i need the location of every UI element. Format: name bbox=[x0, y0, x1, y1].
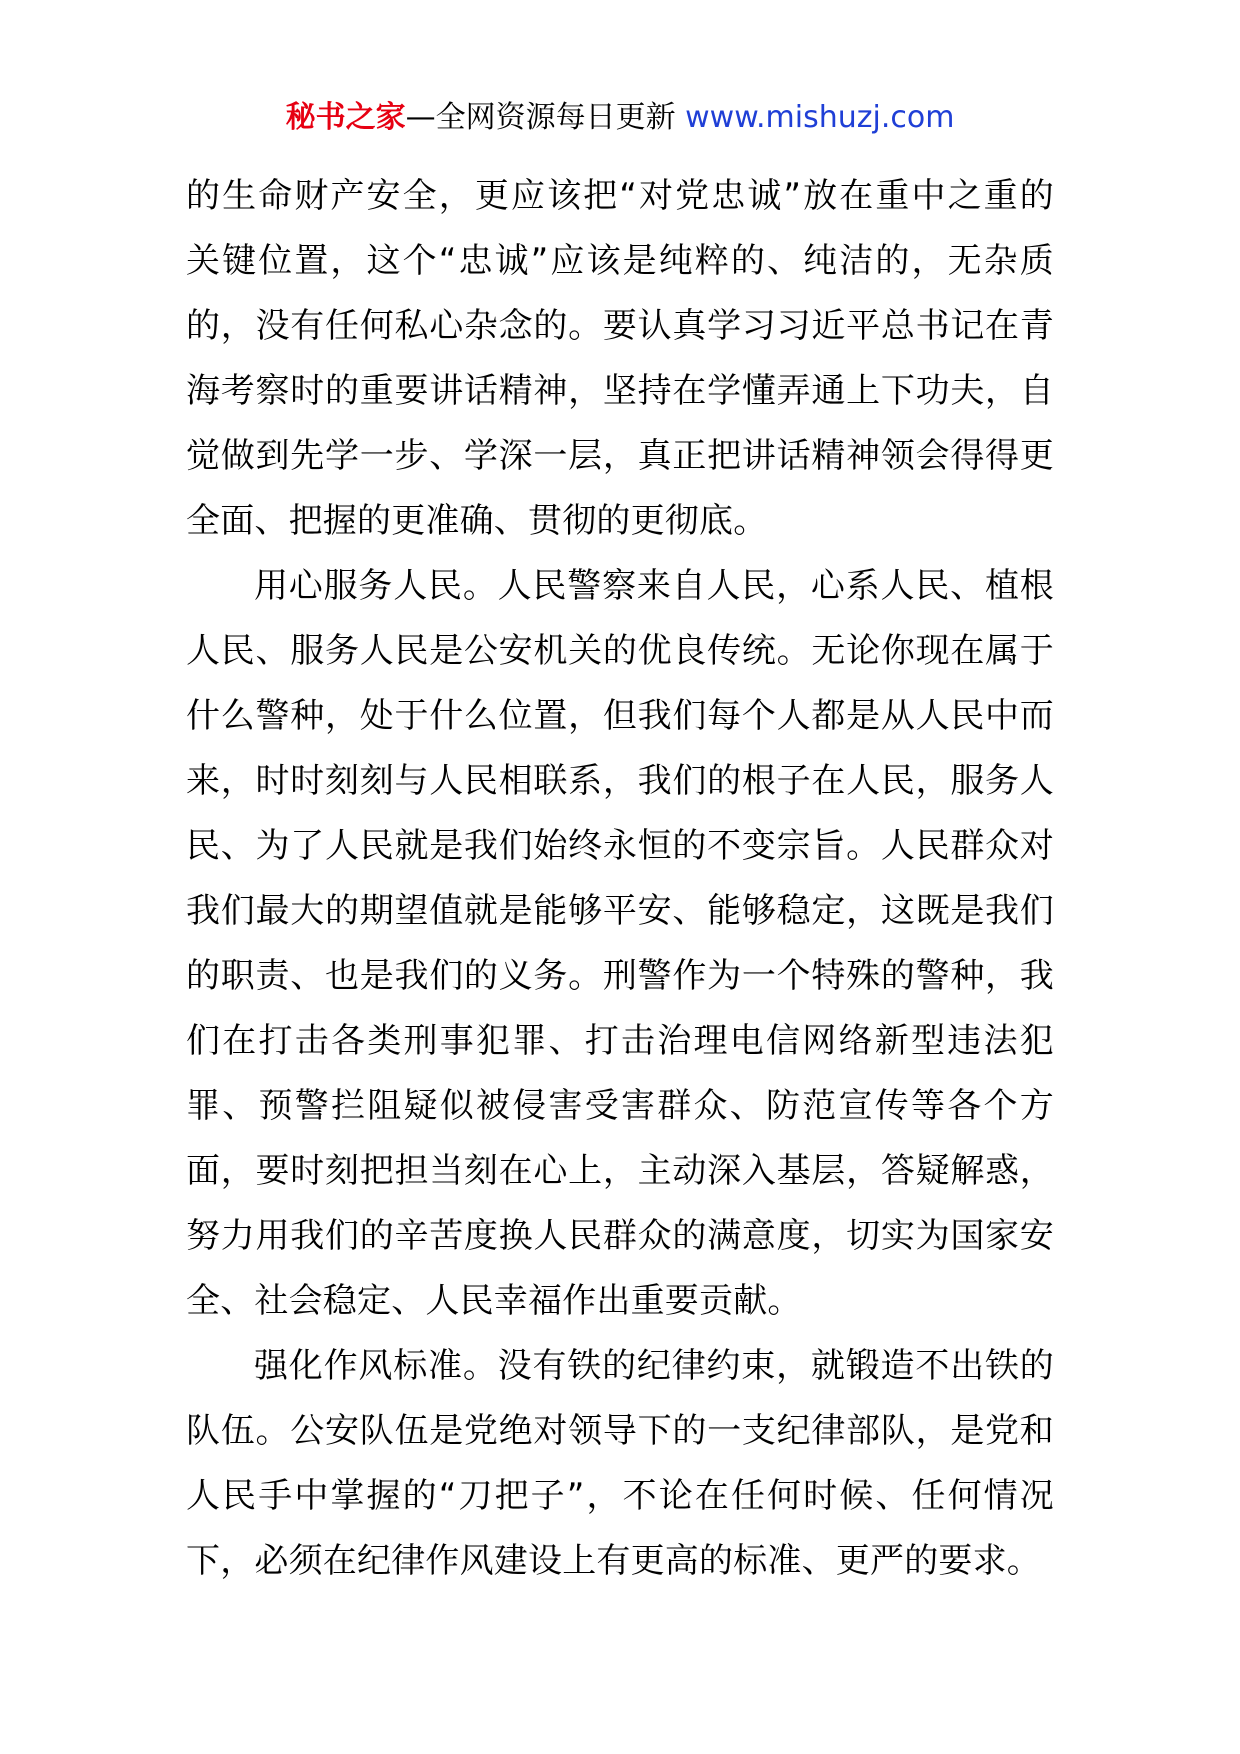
text-line: 来，时时刻刻与人民相联系，我们的根子在人民，服务人 bbox=[186, 761, 1054, 801]
text-line: 用心服务人民。人民警察来自人民，心系人民、植根 bbox=[254, 566, 1054, 606]
text-line: 什么警种，处于什么位置，但我们每个人都是从人民中而 bbox=[186, 696, 1054, 736]
text-line: 海考察时的重要讲话精神，坚持在学懂弄通上下功夫，自 bbox=[186, 371, 1054, 411]
page-header bbox=[0, 98, 1240, 138]
site-url-link[interactable]: www.mishuzj.com bbox=[685, 100, 955, 135]
paragraph-3 bbox=[186, 1334, 1054, 1594]
text-line: 的生命财产安全，更应该把“对党忠诚”放在重中之重的 bbox=[186, 176, 1054, 216]
text-line: 面，要时刻把担当刻在心上，主动深入基层，答疑解惑， bbox=[186, 1151, 1054, 1191]
text-line: 队伍。公安队伍是党绝对领导下的一支纪律部队，是党和 bbox=[186, 1411, 1054, 1451]
text-line: 全面、把握的更准确、贯彻的更彻底。 bbox=[186, 501, 768, 541]
text-line: 罪、预警拦阻疑似被侵害受害群众、防范宣传等各个方 bbox=[186, 1086, 1054, 1126]
text-line: 我们最大的期望值就是能够平安、能够稳定，这既是我们 bbox=[186, 891, 1054, 931]
text-line: 觉做到先学一步、学深一层，真正把讲话精神领会得得更 bbox=[186, 436, 1054, 476]
site-brand: 秘书之家 bbox=[285, 100, 406, 135]
text-line: 们在打击各类刑事犯罪、打击治理电信网络新型违法犯 bbox=[186, 1021, 1054, 1061]
text-line: 的职责、也是我们的义务。刑警作为一个特殊的警种，我 bbox=[186, 956, 1054, 996]
text-line: 强化作风标准。没有铁的纪律约束，就锻造不出铁的 bbox=[254, 1346, 1054, 1386]
text-line: 努力用我们的辛苦度换人民群众的满意度，切实为国家安 bbox=[186, 1216, 1054, 1256]
text-line: 的，没有任何私心杂念的。要认真学习习近平总书记在青 bbox=[186, 306, 1054, 346]
text-line: 下，必须在纪律作风建设上有更高的标准、更严的要求。 bbox=[186, 1541, 1041, 1581]
text-line: 人民、服务人民是公安机关的优良传统。无论你现在属于 bbox=[186, 631, 1054, 671]
text-line: 人民手中掌握的“刀把子”，不论在任何时候、任何情况 bbox=[186, 1476, 1054, 1516]
site-tagline: —全网资源每日更新 bbox=[405, 100, 686, 135]
text-line: 全、社会稳定、人民幸福作出重要贡献。 bbox=[186, 1281, 802, 1321]
document-body bbox=[186, 164, 1054, 1594]
text-line: 民、为了人民就是我们始终永恒的不变宗旨。人民群众对 bbox=[186, 826, 1054, 866]
paragraph-1 bbox=[186, 164, 1054, 554]
text-line: 关键位置，这个“忠诚”应该是纯粹的、纯洁的，无杂质 bbox=[186, 241, 1054, 281]
paragraph-2 bbox=[186, 554, 1054, 1334]
